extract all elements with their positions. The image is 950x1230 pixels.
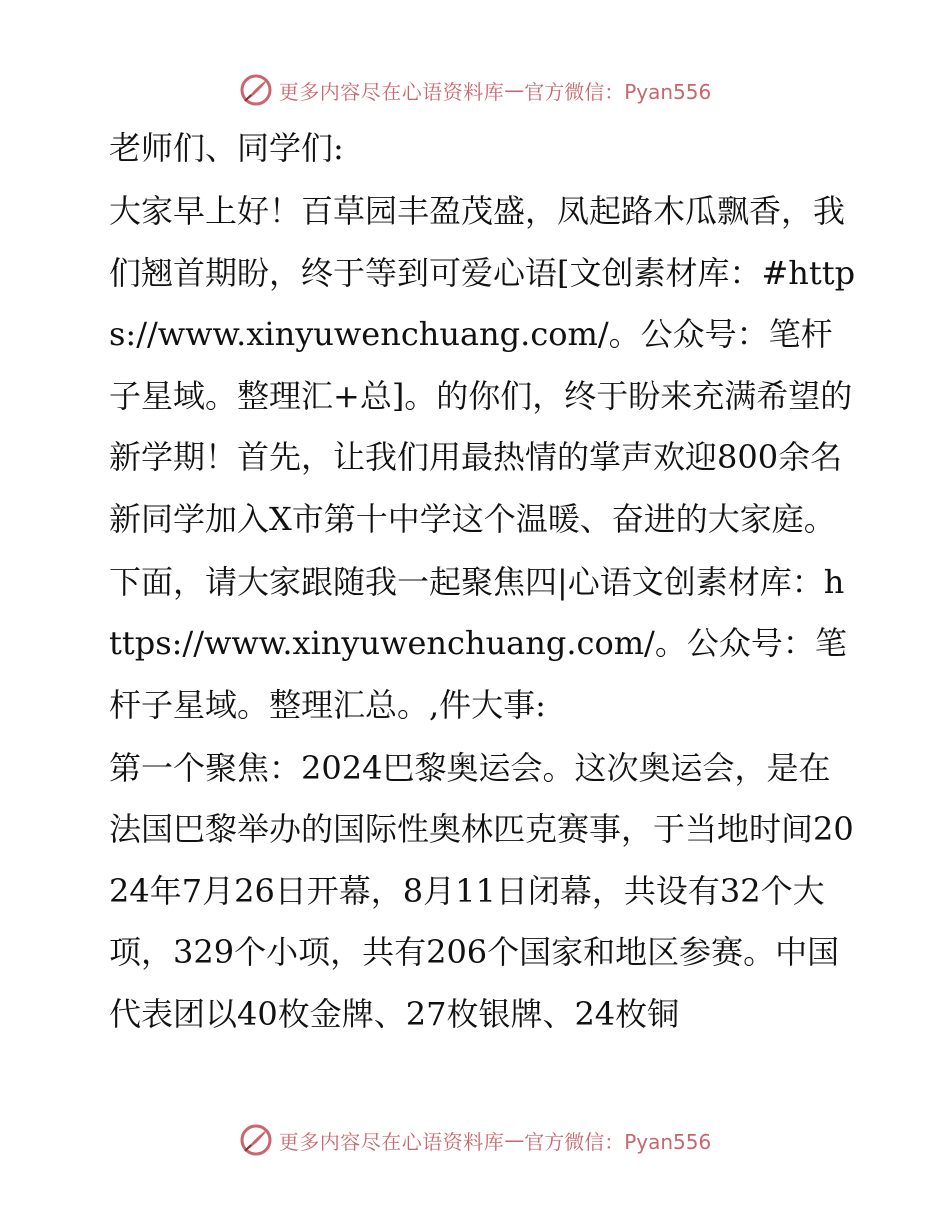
banner-main-text: 更多内容尽在心语资料库 — [278, 79, 505, 104]
paragraph-3: 第一个聚焦：2024巴黎奥运会。这次奥运会，是在法国巴黎举办的国际性奥林匹克赛事，于当地时间2024年7月26日开幕，8月11日闭幕，共设有32个大项，329个小项，共有206个国家和地区参赛。中国代表团以40枚金牌、27枚银牌、24枚铜 — [109, 748, 854, 1033]
banner-contact-text: 官方微信：Pyan556 — [524, 79, 712, 104]
paragraph-2: 下面，请大家跟随我一起聚焦四|心语文创素材库：https://www.xinyuwenchuang.com/。公众号：笔杆子星域。整理汇总。,件大事: — [109, 562, 847, 724]
document-body — [97, 118, 857, 1045]
salutation: 老师们、同学们: — [109, 129, 344, 167]
header-banner — [0, 70, 950, 110]
quill-logo-icon — [239, 73, 273, 107]
footer-banner-main-text: 更多内容尽在心语资料库 — [278, 1129, 505, 1154]
footer-banner-separator: — — [504, 1128, 525, 1152]
paragraph-1: 大家早上好！百草园丰盈茂盛，凤起路木瓜飘香，我们翘首期盼，终于等到可爱心语[文创素材库：#https://www.xinyuwenchuang.com/。公众号：笔杆子星域。整理汇+总]。的你们，终于盼来充满希望的新学期！首先，让我们用最热情的掌声欢迎800余名新同学加入X市第十中学这个温暖、奋进的大家庭。 — [109, 192, 856, 538]
footer-banner — [0, 1120, 950, 1160]
quill-logo-icon — [239, 1123, 273, 1157]
footer-banner-contact-text: 官方微信：Pyan556 — [524, 1129, 712, 1154]
banner-separator: — — [504, 78, 525, 102]
